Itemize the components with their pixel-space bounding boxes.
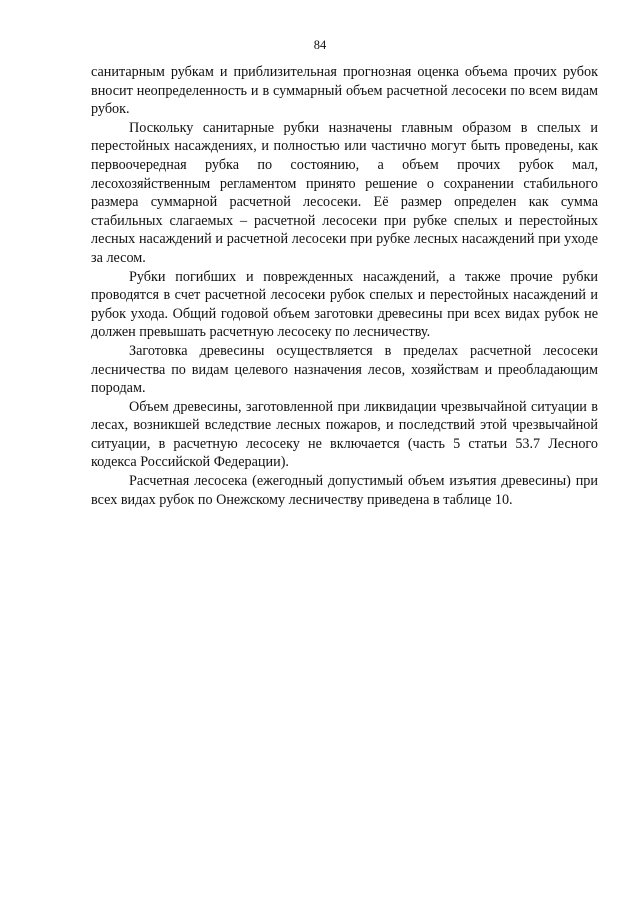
paragraph-dead-stands-felling: Рубки погибших и поврежденных насаждений, а также прочие рубки проводятся в счет расчетной лесосеки рубок спелых и перестойных насаждений и рубок ухода. Общий годовой объем заготовки древесины при всех видах рубок не должен превышать расчетную лесосеку по лесничеству. — [91, 268, 598, 341]
paragraph-table-reference: Расчетная лесосека (ежегодный допустимый объем изъятия древесины) при всех видах рубок по Онежскому лесничеству приведена в таблице 10. — [91, 473, 598, 508]
body-text — [91, 63, 598, 509]
page-number: 84 — [313, 38, 327, 52]
paragraph-emergency-volume: Объем древесины, заготовленной при ликвидации чрезвычайной ситуации в лесах, возникшей вследствие лесных пожаров, и последствий этой чрезвычайной ситуации, в расчетную лесосеку не включается (часть 5 статьи 53.7 Лесного кодекса Российской Федерации). — [91, 398, 598, 471]
paragraph-harvesting-limits: Заготовка древесины осуществляется в пределах расчетной лесосеки лесничества по видам целевого назначения лесов, хозяйствам и преобладающим породам. — [91, 342, 598, 397]
paragraph-continuation: санитарным рубкам и приблизительная прогнозная оценка объема прочих рубок вносит неопределенность и в суммарный объем расчетной лесосеки по всем видам рубок. — [91, 64, 598, 118]
paragraph-sanitary-felling: Поскольку санитарные рубки назначены главным образом в спелых и перестойных насаждениях, и полностью или частично могут быть проведены, как первоочередная рубка по состоянию, а объем прочих рубок мал, лесохозяйственным регламентом принято решение о сохранении стабильного размера суммарной расчетной лесосеки. Её размер определен как сумма стабильных слагаемых – расчетной лесосеки при рубке спелых и перестойных лесных насаждений и расчетной лесосеки при рубке лесных насаждений при уходе за лесом. — [91, 119, 598, 266]
